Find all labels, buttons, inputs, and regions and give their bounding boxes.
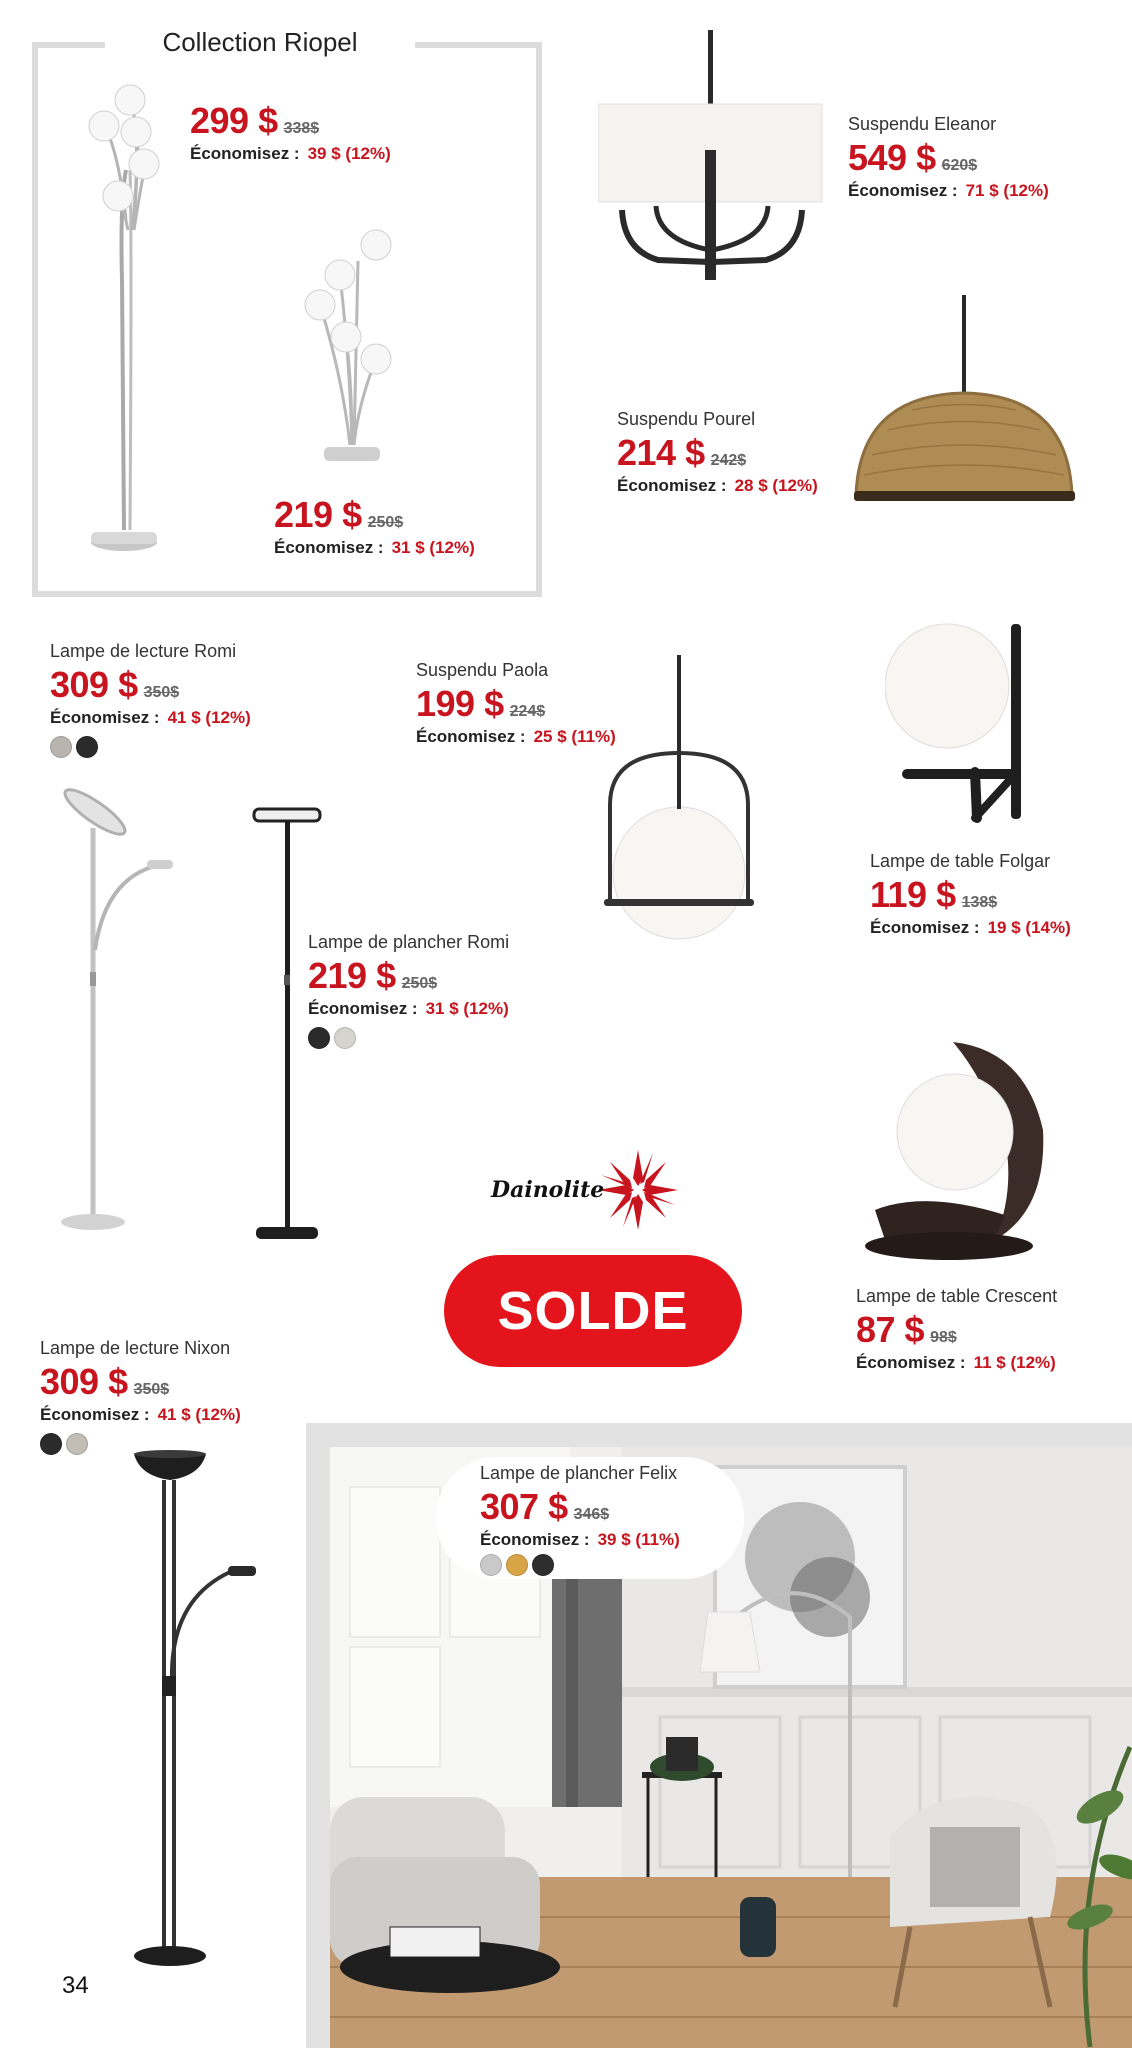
- nixon-lamp-image: [130, 1450, 260, 1970]
- product-name: Lampe de table Crescent: [856, 1286, 1058, 1306]
- product-name: Lampe de lecture Romi: [50, 641, 237, 661]
- page-number: 34: [62, 1972, 89, 1999]
- product-name: Lampe de table Folgar: [870, 851, 1051, 871]
- old-price: 620$: [941, 157, 978, 174]
- riopel-floor-lamp-image: [80, 80, 190, 565]
- savings-label: Économisez :: [480, 1530, 590, 1549]
- product-name: Lampe de plancher Felix: [480, 1463, 678, 1483]
- price: 119 $: [870, 874, 956, 915]
- price: 309 $: [40, 1361, 128, 1402]
- eleanor-info: [848, 114, 1049, 201]
- color-swatch[interactable]: [40, 1433, 62, 1455]
- price: 307 $: [480, 1486, 568, 1527]
- riopel-floor-price-block: [190, 98, 391, 164]
- old-price: 242$: [710, 452, 747, 469]
- paola-pendant-image: [604, 655, 754, 965]
- price: 87 $: [856, 1309, 925, 1350]
- savings-value: 11 $ (12%): [973, 1353, 1056, 1372]
- crescent-info: [856, 1286, 1057, 1373]
- color-swatch[interactable]: [66, 1433, 88, 1455]
- savings-value: 31 $ (12%): [391, 538, 475, 557]
- savings-value: 41 $ (12%): [157, 1405, 241, 1424]
- color-swatches: [308, 1027, 509, 1049]
- savings-value: 28 $ (12%): [734, 476, 818, 495]
- price: 219 $: [308, 955, 396, 996]
- crescent-lamp-image: [865, 1040, 1050, 1262]
- savings-value: 41 $ (12%): [167, 708, 251, 727]
- savings-label: Économisez :: [870, 918, 980, 937]
- product-name: Suspendu Pourel: [617, 409, 756, 429]
- savings-label: Économisez :: [308, 999, 418, 1018]
- romi-floor-info: [308, 932, 509, 1049]
- savings-value: 19 $ (14%): [987, 918, 1071, 937]
- old-price: 98$: [930, 1329, 957, 1346]
- savings-label: Économisez :: [617, 476, 727, 495]
- color-swatch[interactable]: [334, 1027, 356, 1049]
- product-name: Suspendu Paola: [416, 660, 549, 680]
- savings-value: 39 $ (12%): [307, 144, 391, 163]
- price: 214 $: [617, 432, 705, 473]
- old-price: 346$: [573, 1506, 610, 1523]
- collection-title: Collection Riopel: [105, 24, 415, 60]
- color-swatches: [50, 736, 251, 758]
- price: 199 $: [416, 683, 504, 724]
- paola-info: [416, 660, 616, 747]
- folgar-lamp-image: [885, 622, 1035, 827]
- nixon-info: [40, 1338, 241, 1455]
- folgar-info: [870, 851, 1071, 938]
- price: 309 $: [50, 664, 138, 705]
- color-swatch[interactable]: [76, 736, 98, 758]
- savings-value: 31 $ (12%): [425, 999, 509, 1018]
- old-price: 250$: [401, 975, 438, 992]
- romi-reading-info: [50, 641, 251, 758]
- old-price: 350$: [133, 1381, 170, 1398]
- product-name: Lampe de plancher Romi: [308, 932, 510, 952]
- felix-info: [436, 1457, 744, 1579]
- brand-name: Dainolite: [491, 1177, 605, 1203]
- old-price: 250$: [367, 514, 404, 531]
- product-name: Lampe de lecture Nixon: [40, 1338, 231, 1358]
- savings-label: Économisez :: [190, 144, 300, 163]
- riopel-table-lamp-image: [298, 225, 398, 475]
- product-name: Suspendu Eleanor: [848, 114, 997, 134]
- price: 549 $: [848, 137, 936, 178]
- savings-value: 71 $ (12%): [965, 181, 1049, 200]
- savings-label: Économisez :: [856, 1353, 966, 1372]
- romi-reading-lamp-image: [55, 780, 175, 1232]
- price: 299 $: [190, 100, 278, 141]
- savings-label: Économisez :: [416, 727, 526, 746]
- savings-label: Économisez :: [274, 538, 384, 557]
- eleanor-pendant-image: [598, 30, 826, 285]
- price: 219 $: [274, 494, 362, 535]
- savings-value: 25 $ (11%): [533, 727, 616, 746]
- color-swatches: [480, 1554, 744, 1576]
- old-price: 138$: [961, 894, 998, 911]
- old-price: 224$: [509, 703, 546, 720]
- riopel-table-price-block: [274, 492, 475, 558]
- savings-label: Économisez :: [50, 708, 160, 727]
- color-swatch[interactable]: [308, 1027, 330, 1049]
- pourel-pendant-image: [852, 295, 1077, 510]
- sale-button[interactable]: SOLDE: [444, 1255, 742, 1367]
- color-swatch[interactable]: [480, 1554, 502, 1576]
- savings-value: 39 $ (11%): [597, 1530, 680, 1549]
- color-swatch[interactable]: [532, 1554, 554, 1576]
- old-price: 338$: [283, 120, 320, 137]
- color-swatch[interactable]: [506, 1554, 528, 1576]
- old-price: 350$: [143, 684, 180, 701]
- color-swatch[interactable]: [50, 736, 72, 758]
- savings-label: Économisez :: [848, 181, 958, 200]
- savings-label: Économisez :: [40, 1405, 150, 1424]
- pourel-info: [617, 409, 818, 496]
